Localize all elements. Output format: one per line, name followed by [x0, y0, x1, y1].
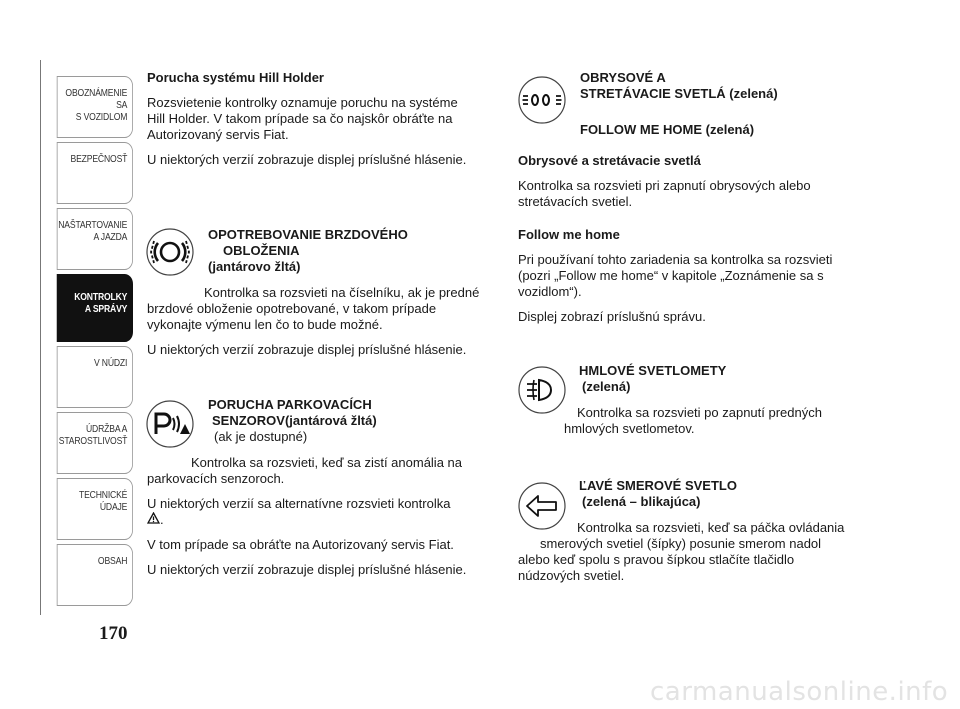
- park-text-5: V tom prípade sa obráťte na Autorizovaný servis Fiat.: [147, 537, 454, 552]
- warning-triangle-icon: [147, 512, 160, 524]
- tab-rail: [40, 60, 41, 615]
- tab-nastartovanie[interactable]: NAŠTARTOVANIE A JAZDA: [57, 208, 133, 270]
- brake-title-1: OPOTREBOVANIE BRZDOVÉHO: [208, 227, 408, 242]
- lights-text-1: Kontrolka sa rozsvieti pri zapnutí obrysových alebo: [518, 178, 811, 193]
- brake-text-4: U niektorých verzií zobrazuje displej príslušné hlásenie.: [147, 342, 467, 357]
- park-text-3: U niektorých verzií sa alternatívne rozsvieti kontrolka: [147, 496, 451, 511]
- left-arrow-icon: [518, 482, 566, 530]
- brake-text-2: brzdové obloženie opotrebované, v takom prípade: [147, 301, 437, 316]
- turn-title-2: (zelená – blikajúca): [582, 494, 701, 509]
- lights-text-2: stretávacích svetiel.: [518, 194, 633, 209]
- brake-text-3: vykonajte výmenu len čo to bude možné.: [147, 317, 383, 332]
- turn-text-1: Kontrolka sa rozsvieti, keď sa páčka ovládania: [577, 520, 845, 535]
- turn-text-4: núdzových svetiel.: [518, 568, 625, 583]
- lights-text-3: Pri používaní tohto zariadenia sa kontrolka sa rozsvieti: [518, 252, 833, 267]
- park-title-2: SENZOROV(jantárová žltá): [212, 413, 377, 428]
- lights-subtitle-1: Obrysové a stretávacie svetlá: [518, 153, 701, 168]
- turn-title-1: ĽAVÉ SMEROVÉ SVETLO: [579, 478, 737, 493]
- turn-text-3: alebo keď spolu s pravou šípkou stlačíte tlačidlo: [518, 552, 795, 567]
- hill-holder-text-4: U niektorých verzií zobrazuje displej príslušné hlásenie.: [147, 152, 467, 167]
- fog-light-icon: [518, 366, 566, 414]
- fog-text-2: hmlových svetlometov.: [564, 421, 695, 436]
- park-title-1: PORUCHA PARKOVACÍCH: [208, 397, 372, 412]
- fog-title-1: HMLOVÉ SVETLOMETY: [579, 363, 727, 378]
- lights-text-5: vozidlom“).: [518, 284, 582, 299]
- parking-sensor-icon: [146, 400, 194, 448]
- tab-technicke[interactable]: TECHNICKÉ ÚDAJE: [57, 478, 133, 540]
- fog-text-1: Kontrolka sa rozsvieti po zapnutí predných: [577, 405, 822, 420]
- brake-title-2: OBLOŽENIA: [223, 243, 300, 258]
- tab-bezpecnost[interactable]: BEZPEČNOSŤ: [57, 142, 133, 204]
- lights-title-1: OBRYSOVÉ A: [580, 70, 666, 85]
- brake-text-1: Kontrolka sa rozsvieti na číselníku, ak je predné: [204, 285, 480, 300]
- lights-title-3: FOLLOW ME HOME (zelená): [580, 122, 755, 137]
- tab-obsah[interactable]: OBSAH: [57, 544, 133, 606]
- park-text-6: U niektorých verzií zobrazuje displej príslušné hlásenie.: [147, 562, 467, 577]
- fog-title-2: (zelená): [582, 379, 631, 394]
- brake-pad-wear-icon: [146, 228, 194, 276]
- lights-title-2: STRETÁVACIE SVETLÁ (zelená): [580, 86, 778, 101]
- page-number: 170: [99, 623, 128, 644]
- lights-text-4: (pozri „Follow me home“ v kapitole „Zoznámenie sa s: [518, 268, 824, 283]
- lights-subtitle-2: Follow me home: [518, 227, 620, 242]
- hill-holder-text-1: Rozsvietenie kontrolky oznamuje poruchu na systéme: [147, 95, 458, 110]
- park-text-4: .: [160, 512, 164, 527]
- hill-holder-text-2: Hill Holder. V takom prípade sa čo najskôr obráťte na: [147, 111, 453, 126]
- turn-text-2: smerových svetiel (šípky) posunie smerom nadol: [540, 536, 822, 551]
- low-beam-icon: [518, 76, 566, 124]
- brake-title-3: (jantárovo žltá): [208, 259, 301, 274]
- park-text-2: parkovacích senzoroch.: [147, 471, 285, 486]
- hill-holder-title: Porucha systému Hill Holder: [147, 70, 324, 85]
- watermark: carmanualsonline.info: [650, 677, 949, 707]
- tab-v-nudzi[interactable]: V NÚDZI: [57, 346, 133, 408]
- lights-text-6: Displej zobrazí príslušnú správu.: [518, 309, 706, 324]
- park-text-1: Kontrolka sa rozsvieti, keď sa zistí anomália na: [191, 455, 463, 470]
- park-title-3: (ak je dostupné): [214, 429, 308, 444]
- hill-holder-text-3: Autorizovaný servis Fiat.: [147, 127, 289, 142]
- tab-kontrolky[interactable]: KONTROLKY A SPRÁVY: [57, 274, 133, 342]
- tab-udrzba[interactable]: ÚDRŽBA A STAROSTLIVOSŤ: [57, 412, 133, 474]
- tab-oboznamenie[interactable]: OBOZNÁMENIE SA S VOZIDLOM: [57, 76, 133, 138]
